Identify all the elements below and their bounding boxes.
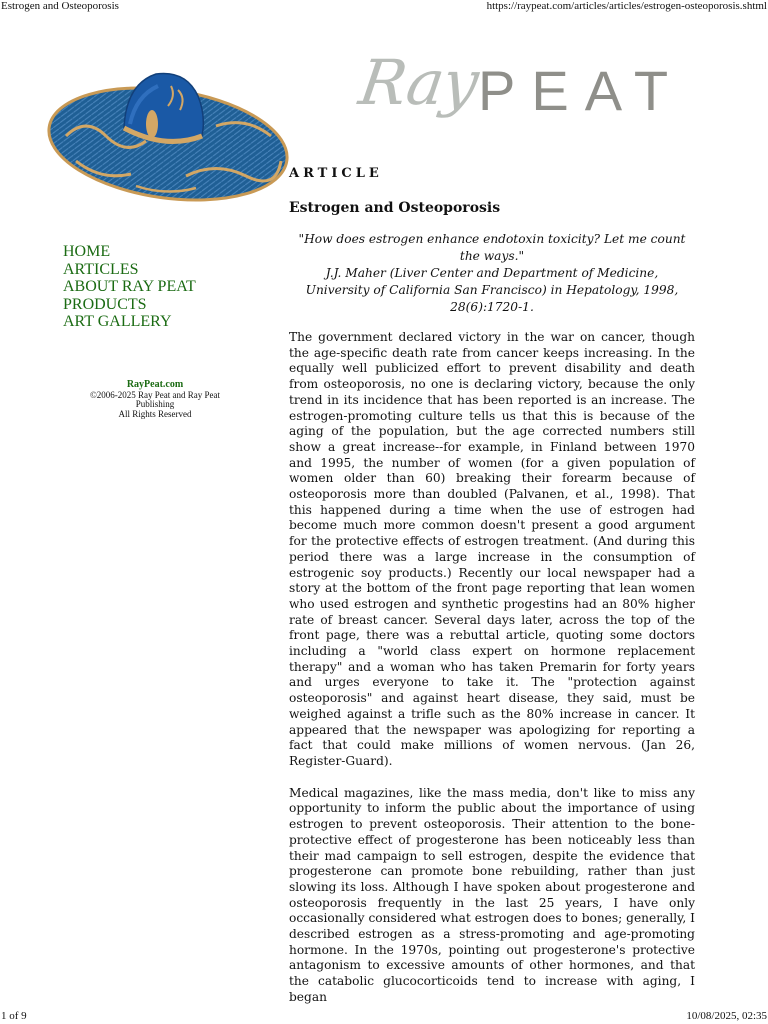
print-datetime: 10/08/2025, 02:35 bbox=[686, 1010, 767, 1022]
logo-peat-text: PEAT bbox=[478, 59, 685, 122]
site-name[interactable]: RayPeat.com bbox=[126, 379, 184, 390]
sombrero-image bbox=[46, 66, 292, 206]
copyright-text: ©2006-2025 Ray Peat and Ray Peat Publishing bbox=[89, 389, 221, 409]
article-title: Estrogen and Osteoporosis bbox=[289, 200, 501, 216]
rights-text: All Rights Reserved bbox=[118, 408, 192, 419]
article-paragraph: Medical magazines, like the mass media, don't like to miss any opportunity to inform the public about the importance of using estrogen to prevent osteoporosis. Their attention to the bone-protective effect of progesterone has been noticeably less than their mad campaign to sell estrogen, despite the evidence that progesterone can promote bone rebuilding, rather than just slowing its loss. Although I have spoken about progesterone and osteoporosis frequently in the last 25 years, I have only occasionally considered what estrogen does to bones; generally, I described estrogen as a stress-promoting and age-promoting hormone. In the 1970s, pointing out progesterone's protective antagonism to excessive amounts of other hormones, and that the catabolic glucocorticoids tend to increase with aging, I began bbox=[289, 785, 695, 1004]
epigraph-quote: "How does estrogen enhance endotoxin toxicity? Let me count the ways." bbox=[298, 232, 686, 263]
section-label: ARTICLE bbox=[289, 166, 383, 181]
logo-ray-script: Ray bbox=[354, 46, 483, 119]
print-header-url: https://raypeat.com/articles/articles/estrogen-osteoporosis.shtml bbox=[486, 0, 767, 12]
nav-home-link[interactable]: HOME bbox=[63, 243, 111, 260]
nav-products-link[interactable]: PRODUCTS bbox=[63, 295, 147, 313]
print-header bbox=[0, 0, 768, 14]
article-main bbox=[289, 165, 695, 1006]
nav-art-gallery-link[interactable]: ART GALLERY bbox=[63, 313, 172, 331]
epigraph bbox=[289, 231, 695, 316]
ray-peat-logo[interactable] bbox=[356, 44, 716, 136]
page-count: 1 of 9 bbox=[1, 1010, 27, 1022]
epigraph-citation: J.J. Maher (Liver Center and Department of Medicine, University of California San Francisco) in Hepatology, 1998, 28(6):1720-1. bbox=[305, 266, 679, 314]
nav-about-link[interactable]: ABOUT RAY PEAT bbox=[63, 278, 196, 296]
sidebar-nav bbox=[63, 243, 196, 331]
nav-articles-link[interactable]: ARTICLES bbox=[63, 260, 139, 278]
article-paragraph: The government declared victory in the war on cancer, though the age-specific death rate from cancer keeps increasing. In the equally well publicized effort to prevent disability and death from osteoporosis, no one is declaring victory, because the only trend in its incidence that has been reported is an increase. The estrogen-promoting culture tells us that this is because of the aging of the population, but the age corrected numbers still show a great increase--for example, in Finland between 1970 and 1995, the number of women (for a given population of women older than 60) breaking their forearm because of osteoporosis more than doubled (Palvanen, et al., 1998). That this happened during a time when the use of estrogen had become much more common doesn't present a good argument for the protective effects of estrogen treatment. (And during this period there was a large increase in the consumption of estrogenic soy products.) Recently our local newspaper had a story at the bottom of the front page reporting that lean women who used estrogen and synthetic progestins had an 80% higher rate of breast cancer. Several days later, across the top of the front page, there was a rebuttal article, quoting some doctors including a "world class expert on hormone replacement therapy" and a woman who has taken Premarin for forty years and urges everyone to take it. The "protection against osteoporosis" and against heart disease, they said, must be weighed against a trifle such as the 80% increase in cancer. It appeared that the newspaper was apologizing for reporting a fact that could make millions of women nervous. (Jan 26, Register-Guard). bbox=[289, 330, 695, 768]
print-footer bbox=[0, 1010, 768, 1024]
sidebar-footer bbox=[70, 380, 240, 419]
print-header-title: Estrogen and Osteoporosis bbox=[1, 0, 119, 12]
